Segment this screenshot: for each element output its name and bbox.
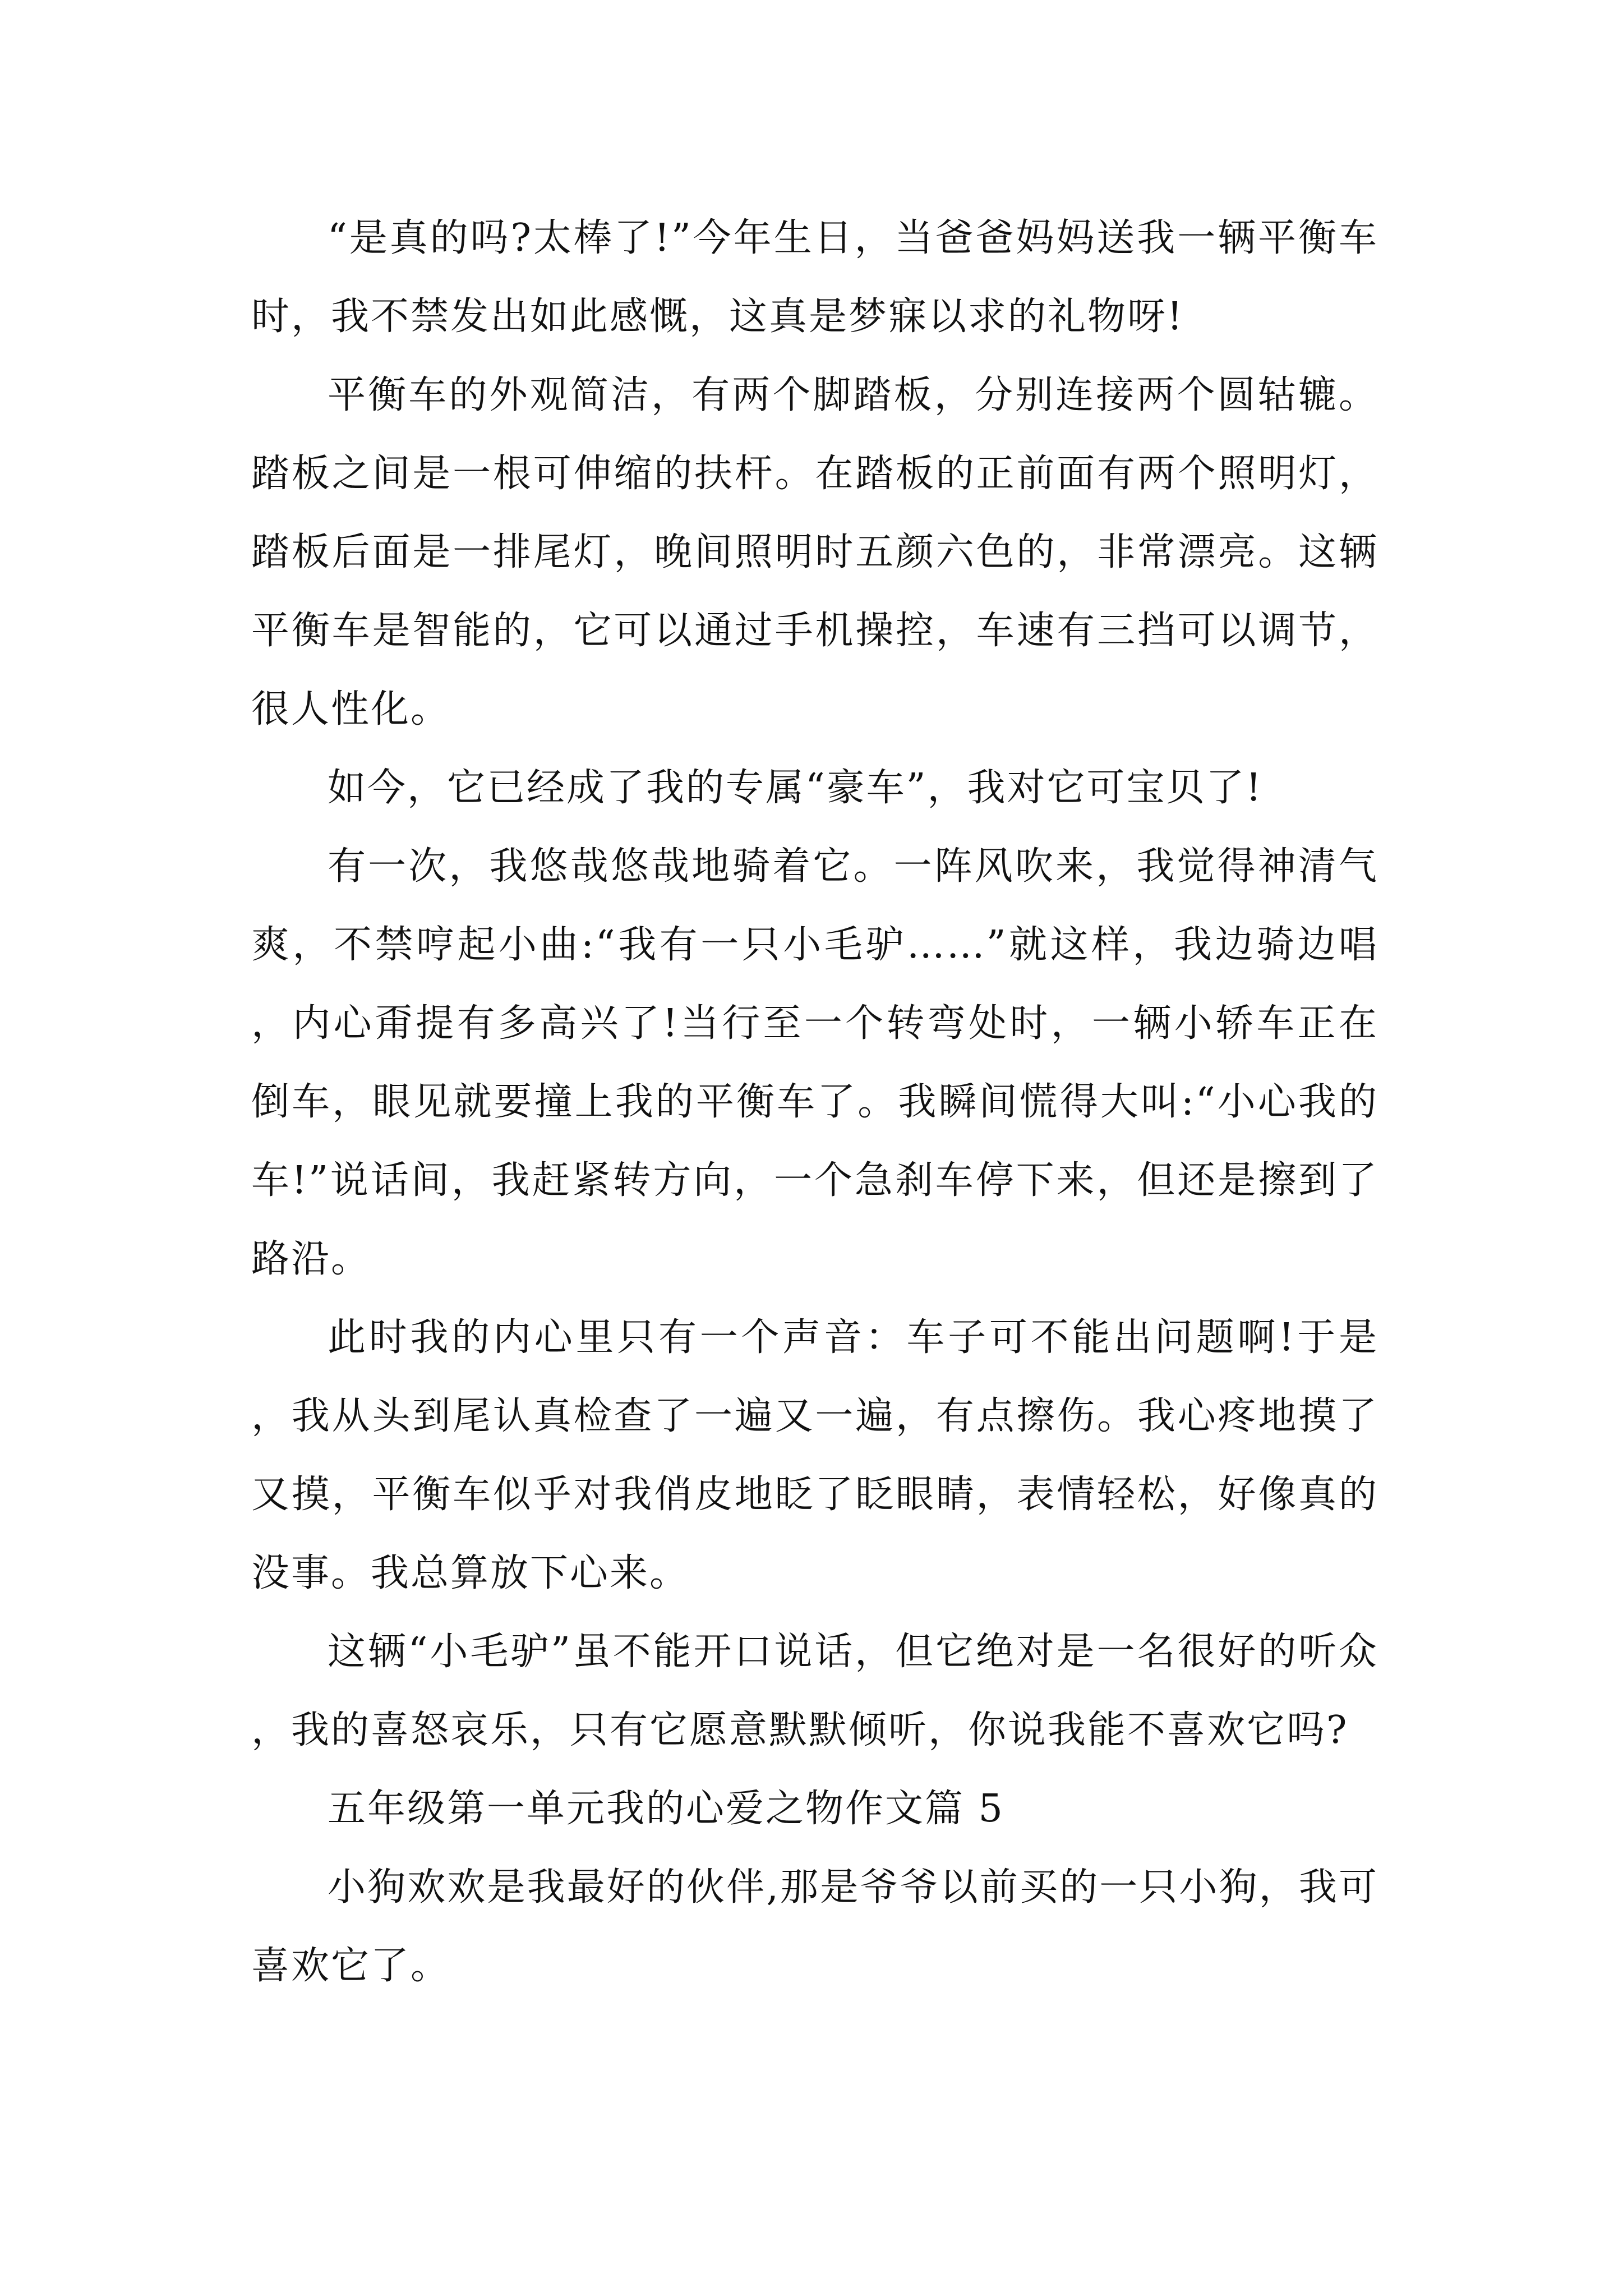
paragraph-1: “是真的吗?太棒了!”今年生日，当爸爸妈妈送我一辆平衡车时，我不禁发出如此感慨，这真是梦寐以求的礼物呀! (251, 216, 1378, 339)
paragraph-2: 平衡车的外观简洁，有两个脚踏板，分别连接两个圆轱辘。踏板之间是一根可伸缩的扶杆。在踏板的正前面有两个照明灯，踏板后面是一排尾灯，晚间照明时五颜六色的，非常漂亮。这辆平衡车是智能的，它可以通过手机操控，车速有三挡可以调节，很人性化。 (251, 373, 1378, 731)
paragraph-4: 有一次，我悠哉悠哉地骑着它。一阵风吹来，我觉得神清气爽，不禁哼起小曲:“我有一只小毛驴……”就这样，我边骑边唱，内心甭提有多高兴了!当行至一个转弯处时，一辆小轿车正在倒车，眼见就要撞上我的平衡车了。我瞬间慌得大叫:“小心我的车!”说话间，我赶紧转方向，一个急刹车停下来，但还是擦到了路沿。 (251, 844, 1378, 1281)
document-body (251, 199, 1378, 2005)
paragraph-5: 此时我的内心里只有一个声音：车子可不能出问题啊!于是，我从头到尾认真检查了一遍又一遍，有点擦伤。我心疼地摸了又摸，平衡车似乎对我俏皮地眨了眨眼睛，表情轻松，好像真的没事。我总算放下心来。 (251, 1315, 1378, 1595)
paragraph-3: 如今，它已经成了我的专属“豪车”，我对它可宝贝了! (328, 766, 1263, 810)
paragraph-6: 这辆“小毛驴”虽不能开口说话，但它绝对是一名很好的听众，我的喜怒哀乐，只有它愿意默默倾听，你说我能不喜欢它吗? (251, 1630, 1378, 1752)
closing-paragraph: 小狗欢欢是我最好的伙伴,那是爷爷以前买的一只小狗，我可喜欢它了。 (251, 1865, 1378, 1988)
section-heading: 五年级第一单元我的心爱之物作文篇 5 (328, 1787, 1004, 1831)
